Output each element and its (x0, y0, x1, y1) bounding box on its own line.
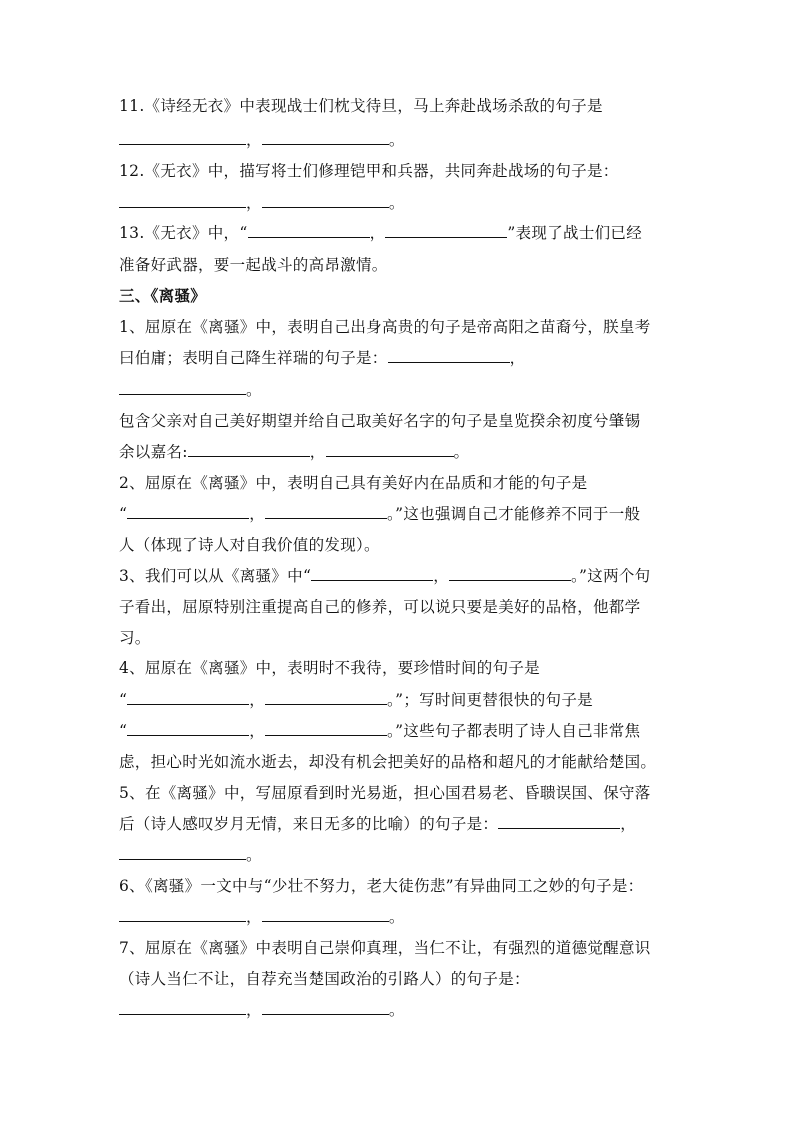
q13-text-suffix: ”表现了战士们已经 (507, 224, 643, 242)
comma: ， (249, 722, 266, 740)
comma: ， (620, 815, 637, 833)
q2-line3 (119, 533, 679, 557)
q3-blank-1[interactable] (311, 566, 433, 581)
period: 。 (246, 846, 262, 864)
q3-line1 (119, 564, 679, 588)
q7-blank-1[interactable] (119, 1000, 246, 1015)
q6-line1 (119, 874, 679, 898)
q12-blank-2[interactable] (262, 193, 389, 208)
section-heading (119, 284, 679, 308)
open-quote: “ (119, 722, 128, 740)
q4-line3 (119, 719, 679, 743)
q1-blank-3[interactable] (188, 442, 310, 457)
comma: ， (249, 505, 266, 523)
q13-blank-1[interactable] (248, 223, 370, 238)
q13-prompt (119, 221, 679, 245)
comma: ， (369, 224, 386, 242)
q2-blank-1[interactable] (127, 504, 249, 519)
q7-line2 (119, 967, 679, 991)
q3-blank-2[interactable] (449, 566, 571, 581)
q1-line1 (119, 315, 679, 339)
q13-line2 (119, 253, 679, 277)
q4-blank-2[interactable] (265, 690, 387, 705)
q1-line2 (119, 346, 679, 370)
comma: ， (509, 349, 526, 367)
comma: ， (246, 194, 262, 212)
q7-line3 (119, 998, 679, 1022)
q1-blank-1[interactable] (388, 348, 510, 363)
q4-blank-4[interactable] (265, 721, 387, 736)
q4-text-mid: 。”；写时间更替很快的句子是 (387, 691, 593, 709)
q11-blank-2[interactable] (262, 130, 389, 145)
q13-text-prefix: 13.《无衣》中，“ (119, 224, 248, 242)
q4-blank-1[interactable] (127, 690, 249, 705)
q2-text-line3: 人（体现了诗人对自我价值的发现）。 (119, 536, 380, 554)
q7-text-line2: （诗人当仁不让，自荐充当楚国政治的引路人）的句子是： (119, 970, 530, 988)
q5-line2 (119, 812, 679, 836)
comma: ， (246, 131, 262, 149)
q12-answer-line (119, 191, 679, 215)
q2-text-line1: 2、屈原在《离骚》中，表明自己具有美好内在品质和才能的句子是 (119, 474, 588, 492)
comma: ， (309, 443, 326, 461)
comma: ， (249, 691, 266, 709)
q1-line5 (119, 440, 679, 464)
comma: ， (246, 908, 262, 926)
q1-text-line4: 包含父亲对自己美好期望并给自己取美好名字的句子是皇览揆余初度兮肇锡 (119, 412, 641, 430)
q6-text-line1: 6、《离骚》一文中与“少壮不努力，老大徒伤悲”有异曲同工之妙的句子是： (119, 877, 644, 895)
q12-prompt (119, 159, 679, 183)
q3-text-line3: 习。 (119, 629, 151, 647)
period: 。 (388, 1001, 405, 1019)
period: 。 (453, 443, 470, 461)
q1-blank-2[interactable] (119, 380, 246, 395)
q3-text-prefix: 3、我们可以从《离骚》中“ (119, 567, 312, 585)
q13-blank-2[interactable] (385, 223, 507, 238)
q5-line1 (119, 781, 679, 805)
q1-text-line5: 余以嘉名: (119, 443, 188, 461)
q3-text-suffix: 。”这两个句 (571, 567, 651, 585)
q5-line3 (119, 843, 679, 867)
q12-text: 12.《无衣》中，描写将士们修理铠甲和兵器，共同奔赴战场的句子是： (119, 162, 619, 180)
q13-text-line2: 准备好武器，要一起战斗的高昂激情。 (119, 256, 388, 274)
q4-line1 (119, 656, 679, 680)
q3-line3 (119, 626, 679, 650)
q6-blank-1[interactable] (119, 907, 246, 922)
q1-line4 (119, 409, 679, 433)
q11-prompt (119, 94, 679, 118)
q3-text-line2: 子看出，屈原特别注重提高自己的修养，可以说只要是美好的品格，他都学 (119, 598, 641, 616)
q4-text-line4: 虑，担心时光如流水逝去，却没有机会把美好的品格和超凡的才能献给楚国。 (119, 753, 657, 771)
period: 。 (388, 194, 405, 212)
q4-blank-3[interactable] (127, 721, 249, 736)
q7-blank-2[interactable] (262, 1000, 389, 1015)
q1-line3 (119, 378, 679, 402)
comma: ， (433, 567, 449, 585)
comma: ， (246, 1001, 262, 1019)
q2-line1 (119, 471, 679, 495)
q4-text-line1: 4、屈原在《离骚》中，表明时不我待，要珍惜时间的句子是 (119, 659, 540, 677)
period: 。 (246, 381, 262, 399)
q4-line2 (119, 688, 679, 712)
q1-text-line2: 曰伯庸；表明自己降生祥瑞的句子是： (119, 349, 388, 367)
q11-blank-1[interactable] (119, 130, 246, 145)
period: 。 (388, 908, 405, 926)
period: 。 (388, 131, 405, 149)
q12-blank-1[interactable] (119, 193, 246, 208)
open-quote: “ (119, 691, 128, 709)
q6-line2 (119, 905, 679, 929)
q3-line2 (119, 595, 679, 619)
q5-blank-2[interactable] (119, 845, 246, 860)
q5-text-line2: 后（诗人感叹岁月无情，来日无多的比喻）的句子是： (119, 815, 499, 833)
q2-text-suffix: 。”这也强调自己才能修养不同于一般 (387, 505, 641, 523)
q11-text: 11.《诗经无衣》中表现战士们枕戈待旦，马上奔赴战场杀敌的句子是 (119, 97, 603, 115)
q7-text-line1: 7、屈原在《离骚》中表明自己崇仰真理，当仁不让，有强烈的道德觉醒意识 (119, 939, 651, 957)
q7-line1 (119, 936, 679, 960)
q6-blank-2[interactable] (262, 907, 389, 922)
open-quote: “ (119, 505, 128, 523)
q1-blank-4[interactable] (326, 442, 454, 457)
q2-blank-2[interactable] (265, 504, 387, 519)
q2-line2 (119, 502, 679, 526)
q4-text-suffix: 。”这些句子都表明了诗人自己非常焦 (387, 722, 641, 740)
q5-text-line1: 5、在《离骚》中，写屈原看到时光易逝，担心国君易老、昏聩误国、保守落 (119, 784, 651, 802)
q5-blank-1[interactable] (498, 814, 620, 829)
q1-text-line1: 1、屈原在《离骚》中，表明自己出身高贵的句子是帝高阳之苗裔兮，朕皇考 (119, 318, 651, 336)
q4-line4 (119, 750, 679, 774)
section-heading-text: 三、《离骚》 (119, 286, 207, 305)
q11-answer-line (119, 128, 679, 152)
